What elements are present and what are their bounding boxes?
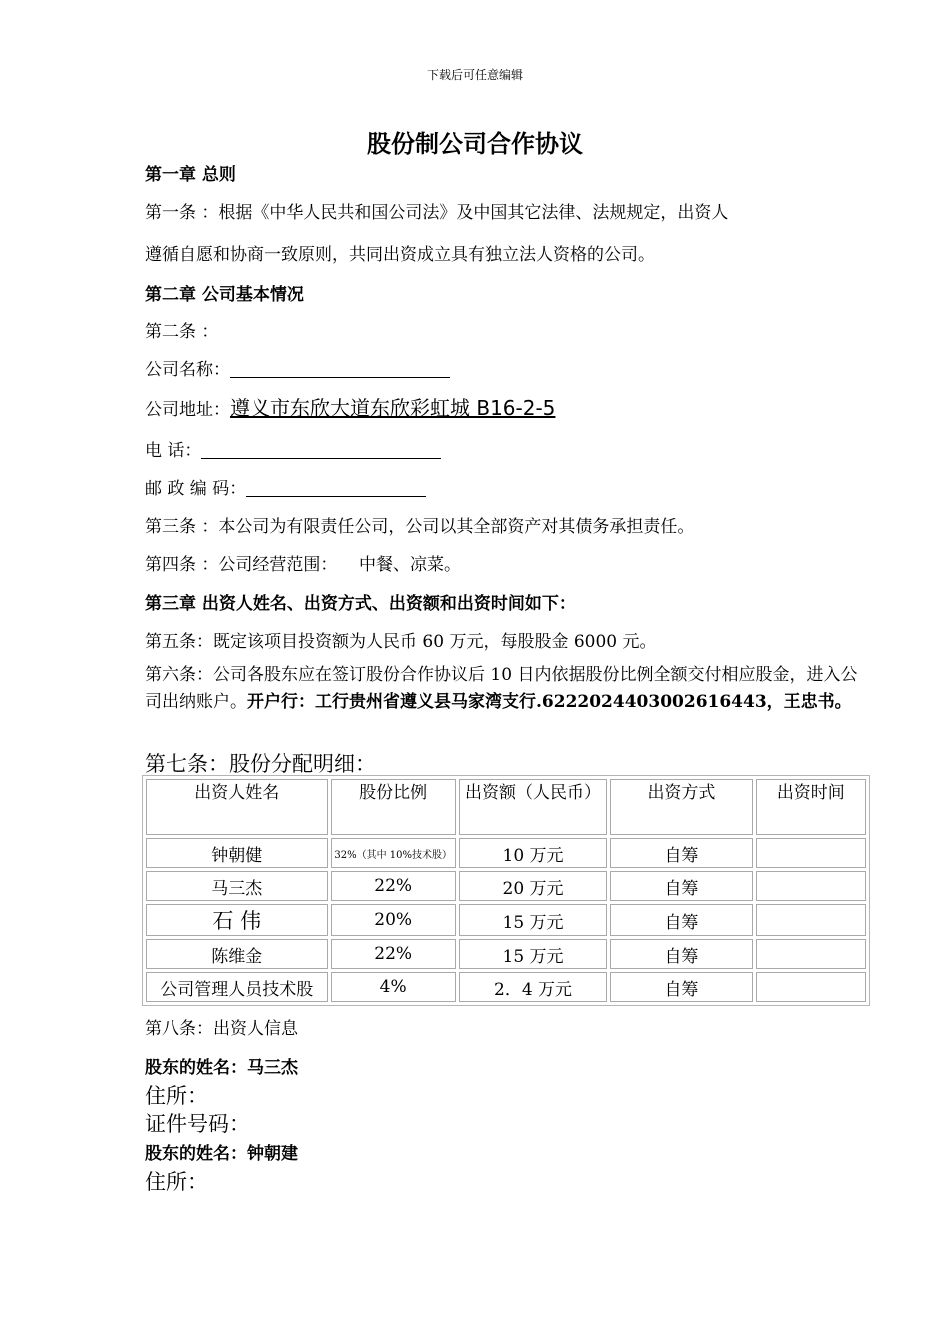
cell-name: 石 伟 <box>146 904 328 936</box>
table-row <box>146 939 866 969</box>
header-name: 出资人姓名 <box>146 779 328 835</box>
chapter-1-heading: 第一章 总则 <box>145 165 236 185</box>
cell-amount: 15 万元 <box>459 904 607 936</box>
cell-amount: 10 万元 <box>459 838 607 868</box>
cell-ratio: 22% <box>331 871 456 901</box>
cell-method: 自筹 <box>610 838 752 868</box>
cell-ratio: 20% <box>331 904 456 936</box>
page-header: 下载后可任意编辑 <box>426 68 523 82</box>
article-7: 第七条：股份分配明细： <box>145 752 376 776</box>
header-amount: 出资额（人民币） <box>459 779 607 835</box>
article-8: 第八条：出资人信息 <box>145 1019 298 1039</box>
article-6 <box>145 662 870 716</box>
cell-method: 自筹 <box>610 939 752 969</box>
cell-method: 自筹 <box>610 904 752 936</box>
article-5: 第五条：既定该项目投资额为人民币 60 万元，每股股金 6000 元。 <box>145 632 657 652</box>
chapter-3-heading: 第三章 出资人姓名、出资方式、出资额和出资时间如下： <box>145 594 576 614</box>
company-address-value: 遵义市东欣大道东欣彩虹城 B16-2-5 <box>230 396 556 420</box>
company-name-row <box>145 355 450 380</box>
shareholder-1-id: 证件号码： <box>145 1112 250 1136</box>
article-4: 第四条 ：公司经营范围： 中餐、凉菜。 <box>145 555 462 575</box>
cell-method: 自筹 <box>610 871 752 901</box>
cell-method: 自筹 <box>610 972 752 1002</box>
header-method: 出资方式 <box>610 779 752 835</box>
document-title: 股份制公司合作协议 <box>367 130 583 158</box>
cell-time <box>756 904 866 936</box>
cell-time <box>756 939 866 969</box>
table-header-row <box>146 779 866 835</box>
header-time: 出资时间 <box>756 779 866 835</box>
cell-ratio: 4% <box>331 972 456 1002</box>
company-name-label: 公司名称： <box>145 360 230 380</box>
postcode-row <box>145 474 426 499</box>
cell-amount: 15 万元 <box>459 939 607 969</box>
table-row <box>146 838 866 868</box>
article-6-text: 第六条：公司各股东应在签订股份合作协议后 10 日内依据股份比例全额交付相应股金，进入公司出纳账户。 <box>145 665 858 712</box>
cell-name: 陈维金 <box>146 939 328 969</box>
company-name-blank <box>230 359 450 378</box>
cell-amount: 20 万元 <box>459 871 607 901</box>
postcode-blank <box>246 478 426 497</box>
cell-name: 马三杰 <box>146 871 328 901</box>
company-address-row <box>145 392 555 421</box>
cell-amount: 2．4 万元 <box>459 972 607 1002</box>
shareholder-1-name: 股东的姓名：马三杰 <box>145 1058 298 1078</box>
share-allocation-table <box>142 775 870 1006</box>
article-1-line-1: 第一条 ：根据《中华人民共和国公司法》及中国其它法律、法规规定，出资人 <box>145 203 729 223</box>
shareholder-2-address: 住所： <box>145 1170 208 1194</box>
cell-name: 公司管理人员技术股 <box>146 972 328 1002</box>
article-6-bank-info: 开户行：工行贵州省遵义县马家湾支行.6222024403002616443，王忠书。 <box>247 692 852 712</box>
table-row <box>146 904 866 936</box>
cell-time <box>756 838 866 868</box>
cell-time <box>756 871 866 901</box>
company-address-label: 公司地址： <box>145 400 230 420</box>
article-1-line-2: 遵循自愿和协商一致原则，共同出资成立具有独立法人资格的公司。 <box>145 245 655 265</box>
article-3: 第三条 ：本公司为有限责任公司，公司以其全部资产对其债务承担责任。 <box>145 517 695 537</box>
table-row <box>146 972 866 1002</box>
cell-name: 钟朝健 <box>146 838 328 868</box>
cell-ratio: 32%（其中 10%技术股） <box>331 838 456 868</box>
chapter-2-heading: 第二章 公司基本情况 <box>145 285 304 305</box>
cell-time <box>756 972 866 1002</box>
cell-ratio: 22% <box>331 939 456 969</box>
article-2: 第二条 ： <box>145 322 219 342</box>
table-row <box>146 871 866 901</box>
shareholder-2-name: 股东的姓名：钟朝建 <box>145 1144 298 1164</box>
shareholder-1-address: 住所： <box>145 1084 208 1108</box>
phone-blank <box>201 440 441 459</box>
phone-label: 电 话： <box>145 441 202 461</box>
postcode-label: 邮 政 编 码： <box>145 479 247 499</box>
header-ratio: 股份比例 <box>331 779 456 835</box>
phone-row <box>145 436 441 461</box>
